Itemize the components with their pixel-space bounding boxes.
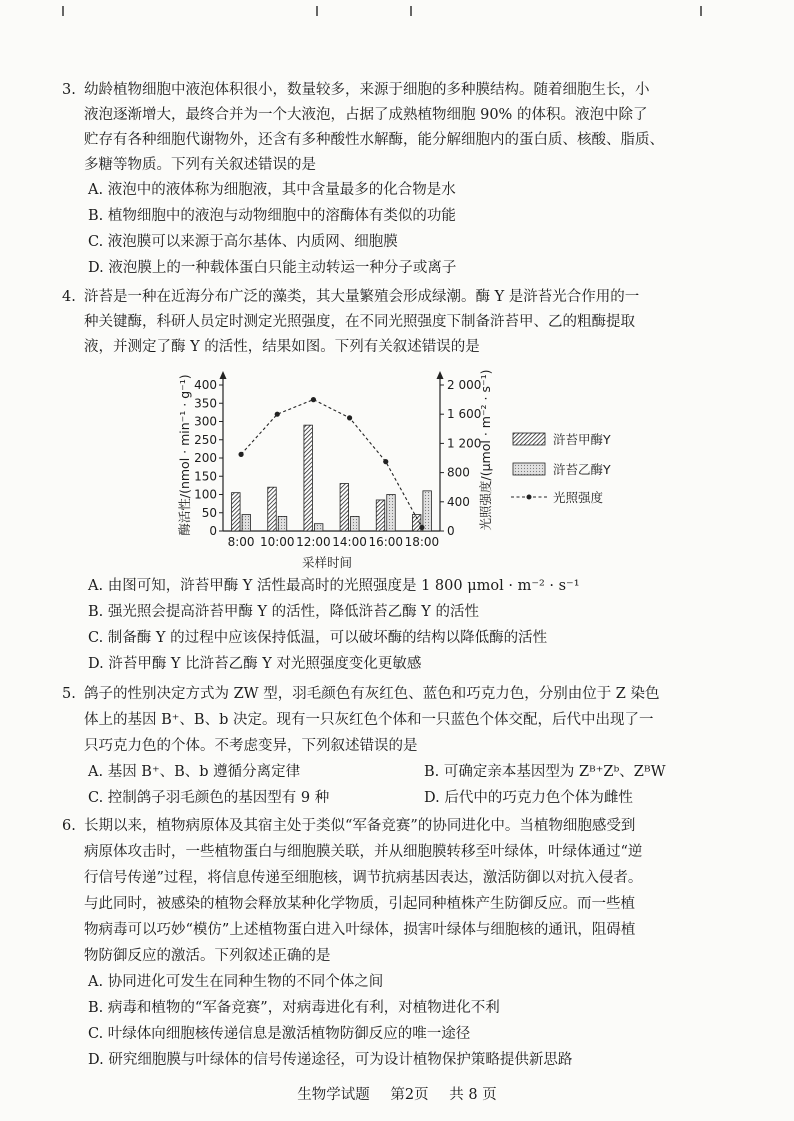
question-stem-line: 贮存有各种细胞代谢物外，还含有多种酸性水解酶，能分解细胞内的蛋白质、核酸、脂质、 <box>84 132 664 148</box>
question-stem-line: 浒苔是一种在近海分布广泛的藻类，其大量繁殖会形成绿潮。酶 Y 是浒苔光合作用的一 <box>84 289 640 305</box>
option-a: A. 协同进化可发生在同种生物的不同个体之间 <box>88 974 384 990</box>
option-a: A. 基因 B⁺、B、b 遵循分离定律 <box>88 764 301 780</box>
option-d: D. 液泡膜上的一种载体蛋白只能主动转运一种分子或离子 <box>88 260 457 276</box>
light-intensity-point <box>275 412 280 417</box>
footer-total: 共 8 页 <box>449 1087 497 1103</box>
option-d: D. 研究细胞膜与叶绿体的信号传递途径，可为设计植物保护策略提供新思路 <box>88 1052 573 1068</box>
bar-yi <box>351 516 360 531</box>
bar-jia <box>232 493 241 531</box>
legend-swatch-yi <box>513 463 545 475</box>
x-tick-label: 8:00 <box>227 535 255 549</box>
question-stem-line: 与此同时，被感染的植物会释放某种化学物质，引起同种植株产生防御反应。而一些植 <box>84 896 635 912</box>
y-right-tick-label: 0 <box>447 524 455 538</box>
legend-label-yi: 浒苔乙酶Y <box>553 462 611 477</box>
option-a: A. 液泡中的液体称为细胞液，其中含量最多的化合物是水 <box>88 182 456 198</box>
y-right-tick-label: 800 <box>447 465 470 480</box>
x-tick-label: 10:00 <box>259 535 295 549</box>
bar-yi <box>387 495 396 532</box>
option-b: B. 病毒和植物的“军备竞赛”，对病毒进化有利，对植物进化不利 <box>88 1000 500 1016</box>
x-axis-title: 采样时间 <box>301 555 353 570</box>
y-left-tick-label: 100 <box>194 487 217 502</box>
scan-mark <box>700 6 702 16</box>
question-number: 5. <box>62 686 76 702</box>
x-tick-label: 16:00 <box>368 535 404 549</box>
question-stem-line: 多糖等物质。下列有关叙述错误的是 <box>84 157 316 173</box>
light-intensity-point <box>383 459 388 464</box>
question-stem-line: 种关键酶，科研人员定时测定光照强度，在不同光照强度下制备浒苔甲、乙的粗酶提取 <box>84 314 635 330</box>
bar-jia <box>304 425 313 531</box>
bar-yi <box>278 516 287 531</box>
question-stem-line: 液泡逐渐增大，最终合并为一个大液泡，占据了成熟植物细胞 90% 的体积。液泡中除了 <box>84 107 648 123</box>
question-stem-line: 物病毒可以巧妙“模仿”上述植物蛋白进入叶绿体，损害叶绿体与细胞核的通讯，阻碍植 <box>84 922 636 938</box>
option-d: D. 后代中的巧克力色个体为雌性 <box>424 790 633 806</box>
light-intensity-point <box>238 452 243 457</box>
bar-jia <box>340 484 349 531</box>
enzyme-activity-chart <box>175 365 645 575</box>
page-footer <box>0 1083 794 1104</box>
question-stem-line: 鸽子的性别决定方式为 ZW 型，羽毛颜色有灰红色、蓝色和巧克力色，分别由位于 Z 染色 <box>84 686 660 702</box>
question-stem-line: 只巧克力色的个体。不考虑变异，下列叙述错误的是 <box>84 738 418 754</box>
footer-subject: 生物学试题 <box>297 1087 370 1103</box>
x-tick-label: 18:00 <box>404 535 440 549</box>
light-intensity-point <box>311 397 316 402</box>
bar-yi <box>242 515 251 531</box>
light-intensity-point <box>419 525 424 530</box>
legend-marker-light <box>527 495 532 500</box>
y-left-tick-label: 0 <box>209 524 217 538</box>
y-left-tick-label: 200 <box>194 451 217 465</box>
y-right-tick-label: 1 200 <box>447 436 482 451</box>
question-stem-line: 液，并测定了酶 Y 的活性，结果如图。下列有关叙述错误的是 <box>84 339 480 355</box>
question-stem-line: 体上的基因 B⁺、B、b 决定。现有一只灰红色个体和一只蓝色个体交配，后代中出现了一 <box>84 712 654 728</box>
y-left-tick-label: 50 <box>201 505 217 520</box>
y-axis-left-title: 酶活性/(nmol · min⁻¹ · g⁻¹) <box>177 374 192 536</box>
x-tick-label: 12:00 <box>296 535 331 549</box>
legend <box>511 432 611 505</box>
bar-jia <box>376 500 385 531</box>
y-left-tick-label: 150 <box>194 469 217 484</box>
y-left-tick-label: 250 <box>194 432 217 447</box>
scan-mark <box>316 6 318 16</box>
legend-label-light: 光照强度 <box>553 490 604 505</box>
y-left-tick-label: 300 <box>194 414 217 429</box>
legend-label-jia: 浒苔甲酶Y <box>553 432 611 447</box>
bar-yi <box>314 524 323 531</box>
option-c: C. 叶绿体向细胞核传递信息是激活植物防御反应的唯一途径 <box>88 1026 471 1042</box>
y-axis-right-title: 光照强度/(μmol · m⁻² · s⁻¹) <box>478 369 493 531</box>
scan-mark <box>62 6 64 16</box>
option-c: C. 控制鸽子羽毛颜色的基因型有 9 种 <box>88 790 330 806</box>
option-a: A. 由图可知，浒苔甲酶 Y 活性最高时的光照强度是 1 800 μmol · m⁻² · s⁻¹ <box>88 578 580 594</box>
legend-swatch-jia <box>513 433 545 445</box>
scan-mark <box>410 6 412 16</box>
y-right-tick-label: 1 600 <box>447 407 482 422</box>
option-b: B. 植物细胞中的液泡与动物细胞中的溶酶体有类似的功能 <box>88 208 456 224</box>
option-d: D. 浒苔甲酶 Y 比浒苔乙酶 Y 对光照强度变化更敏感 <box>88 656 422 672</box>
y-right-tick-label: 2 000 <box>447 378 482 392</box>
y-axis-right-arrow <box>437 371 444 379</box>
question-number: 3. <box>62 82 76 98</box>
y-left-tick-label: 350 <box>194 396 217 411</box>
y-axis-left-arrow <box>220 371 227 379</box>
option-b: B. 强光照会提高浒苔甲酶 Y 的活性，降低浒苔乙酶 Y 的活性 <box>88 604 479 620</box>
question-stem-line: 病原体攻击时，一些植物蛋白与细胞膜关联，并从细胞膜转移至叶绿体，叶绿体通过“逆 <box>84 844 643 860</box>
x-tick-label: 14:00 <box>332 535 367 549</box>
option-c: C. 制备酶 Y 的过程中应该保持低温，可以破坏酶的结构以降低酶的活性 <box>88 630 548 646</box>
question-stem-line: 物防御反应的激活。下列叙述正确的是 <box>84 948 331 964</box>
option-c: C. 液泡膜可以来源于高尔基体、内质网、细胞膜 <box>88 234 398 250</box>
bar-yi <box>423 491 432 531</box>
question-number: 6. <box>62 818 76 834</box>
question-stem-line: 行信号传递”过程，将信息传递至细胞核，调节抗病基因表达，激活防御以对抗入侵者。 <box>84 870 643 886</box>
option-b: B. 可确定亲本基因型为 Zᴮ⁺Zᵇ、ZᴮW <box>424 764 666 780</box>
y-left-tick-label: 400 <box>194 378 217 392</box>
question-stem-line: 幼龄植物细胞中液泡体积很小，数量较多，来源于细胞的多种膜结构。随着细胞生长，小 <box>84 82 650 98</box>
question-stem-line: 长期以来，植物病原体及其宿主处于类似“军备竞赛”的协同进化中。当植物细胞感受到 <box>84 818 636 834</box>
y-right-tick-label: 400 <box>447 494 470 509</box>
bar-jia <box>268 487 277 531</box>
footer-page: 第2页 <box>390 1087 429 1103</box>
question-number: 4. <box>62 289 76 305</box>
light-intensity-point <box>347 415 352 420</box>
